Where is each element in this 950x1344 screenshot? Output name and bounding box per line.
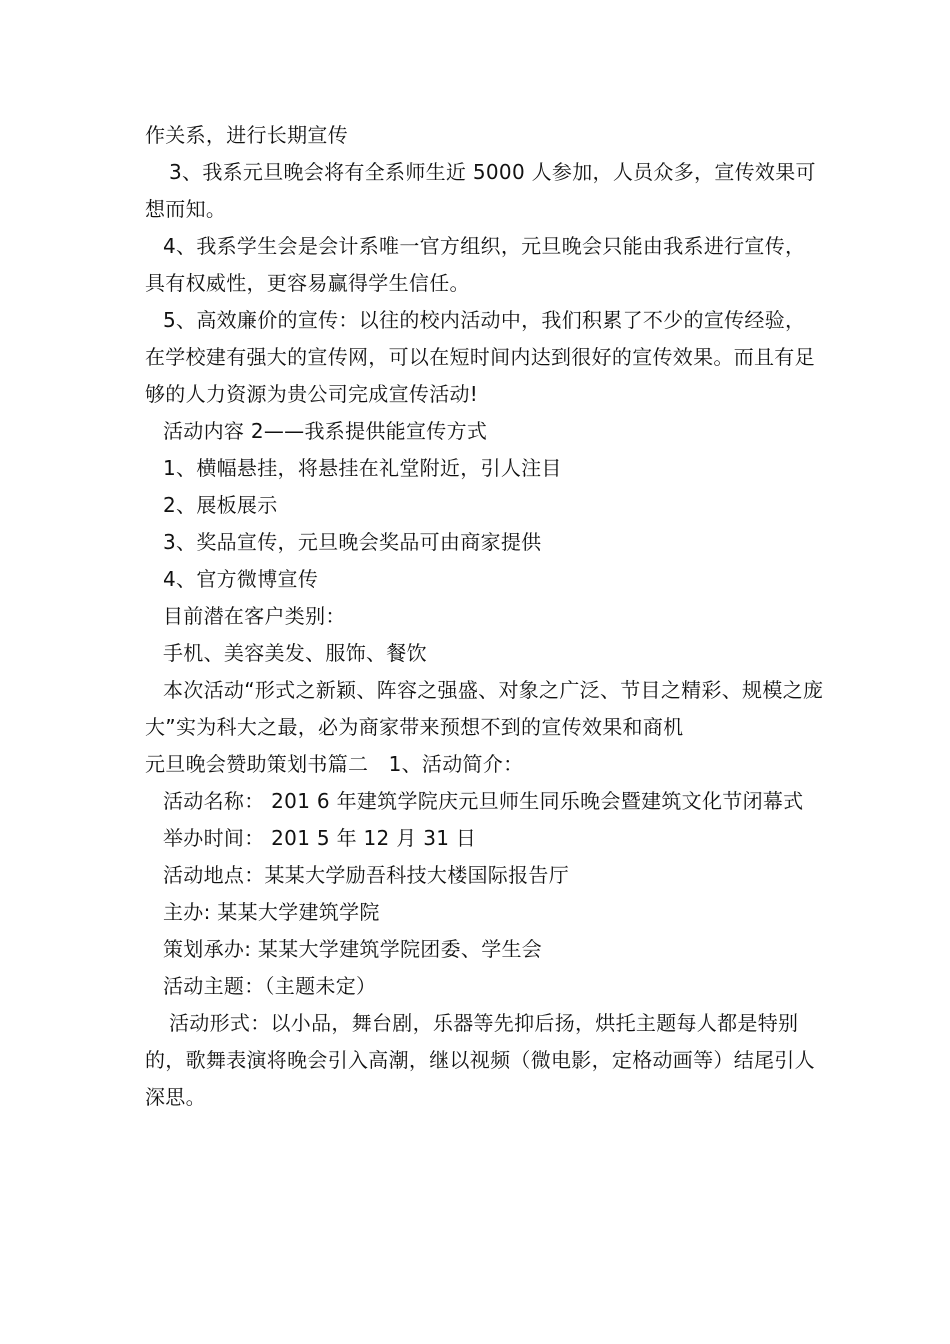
list-item-banner: 1、横幅悬挂，将悬挂在礼堂附近，引人注目 — [163, 456, 562, 480]
list-item-prize: 3、奖品宣传，元旦晚会奖品可由商家提供 — [163, 530, 542, 554]
paragraph-summary: 本次活动“形式之新颖、阵容之强盛、对象之广泛、节目之精彩、规模之庞大”实为科大之最，必为商家带来预想不到的宣传效果和商机 — [145, 678, 824, 739]
paragraph-item-5: 5、高效廉价的宣传：以往的校内活动中，我们积累了不少的宣传经验，在学校建有强大的宣传网，可以在短时间内达到很好的宣传效果。而且有足够的人力资源为贵公司完成宣传活动! — [145, 308, 815, 406]
activity-theme: 活动主题：（主题未定） — [163, 974, 377, 998]
section-title-part-two: 元旦晚会赞助策划书篇二 1、活动简介： — [145, 752, 524, 776]
activity-name: 活动名称： 201 6 年建筑学院庆元旦师生同乐晚会暨建筑文化节闭幕式 — [163, 789, 804, 813]
paragraph-item-3: 3、我系元旦晚会将有全系师生近 5000 人参加，人员众多，宣传效果可想而知。 — [145, 160, 816, 221]
section-heading-customers: 目前潜在客户类别： — [163, 604, 346, 628]
list-item-display-board: 2、展板展示 — [163, 493, 278, 517]
activity-location: 活动地点：某某大学励吾科技大楼国际报告厅 — [163, 863, 569, 887]
activity-host: 主办: 某某大学建筑学院 — [163, 900, 380, 924]
activity-organizer: 策划承办: 某某大学建筑学院团委、学生会 — [163, 937, 543, 961]
paragraph-item-4: 4、我系学生会是会计系唯一官方组织，元旦晚会只能由我系进行宣传，具有权威性，更容易赢得学生信任。 — [145, 234, 806, 295]
activity-time: 举办时间： 201 5 年 12 月 31 日 — [163, 826, 477, 850]
activity-format: 活动形式：以小品，舞台剧，乐器等先抑后扬，烘托主题每人都是特别的，歌舞表演将晚会引入高潮，继以视频（微电影，定格动画等）结尾引人深思。 — [145, 1011, 815, 1109]
paragraph-continuation: 作关系，进行长期宣传 — [145, 123, 348, 147]
list-item-weibo: 4、官方微博宣传 — [163, 567, 319, 591]
document-body — [145, 117, 825, 1116]
customer-categories: 手机、美容美发、服饰、餐饮 — [163, 641, 427, 665]
section-heading-activity-content: 活动内容 2——我系提供能宣传方式 — [163, 419, 488, 443]
